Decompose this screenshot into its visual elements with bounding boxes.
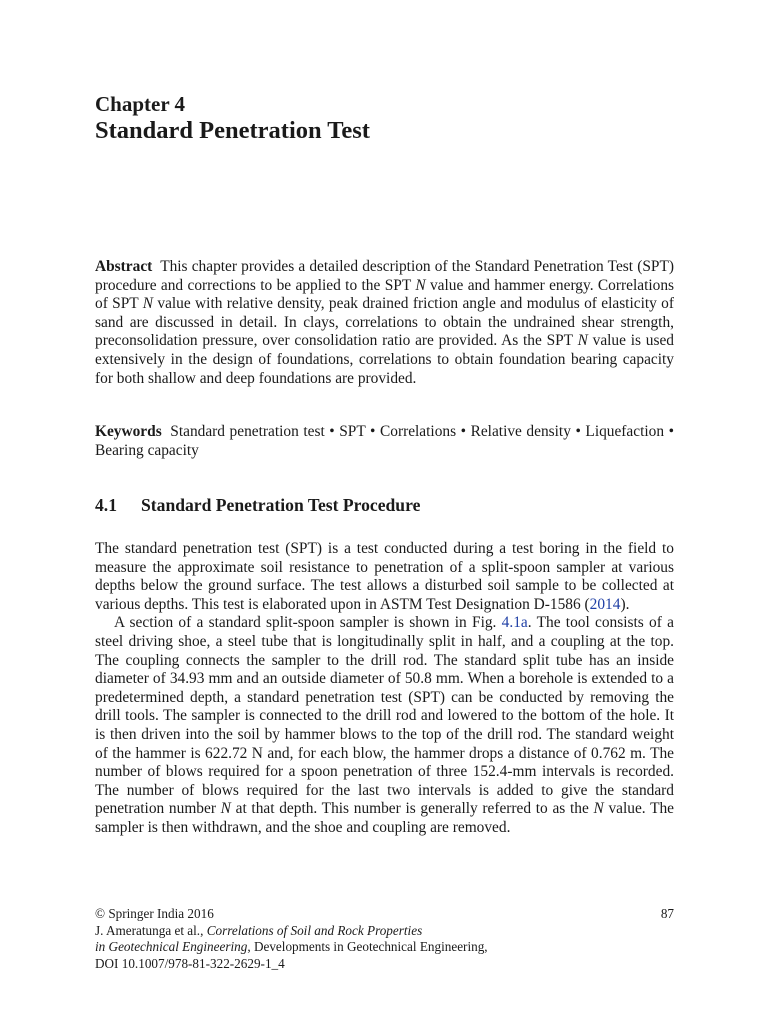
paragraph-2-text-b: . The tool consists of a steel driving shoe, a steel tube that is longitudinally split in half, and a coupling at the top. The coupling connects the sampler to the drill rod. The standard split tube has an inside diameter of 34.93 mm and an outside diameter of 50.8 mm. When a borehole is extended to a predetermined depth, a standard penetration test (SPT) can be conducted by removing the drill tools. The sampler is connected to the drill rod and lowered to the bottom of the hole. It is then driven into the soil by hammer blows to the top of the drill rod. The standard weight of the hammer is 622.72 N and, for each blow, the hammer drops a distance of 0.762 m. The number of blows required for a spoon penetration of three 152.4-mm intervals is recorded. The number of blows required for the last two intervals is added to give the standard penetration number (95, 614, 674, 818)
authors: J. Ameratunga et al., (95, 922, 207, 938)
keywords-label: Keywords (95, 423, 162, 440)
abstract-text-1: This chapter provides a detailed description of the Standard Penetration Test (SPT) procedure and corrections to be applied to the SPT (95, 258, 674, 294)
book-title-2: in Geotechnical Engineering (95, 939, 248, 954)
paragraph-2-text-a: A section of a standard split-spoon sampler is shown in Fig. (114, 614, 502, 632)
paragraph-2 (95, 614, 674, 837)
paragraph-2-text-c: at that depth. This number is generally referred to as the (230, 800, 594, 818)
abstract-text-4: value is used extensively in the design of foundations, correlations to obtain foundation bearing capacity for both shallow and deep foundations are provided. (95, 332, 674, 387)
abstract-text-3: value with relative density, peak drained friction angle and modulus of elasticity of sand are discussed in detail. In clays, correlations to obtain the undrained shear strength, preconsolidation pressure, over consolidation ratio are provided. As the SPT (95, 295, 674, 350)
page-number: 87 (660, 906, 674, 921)
figure-link[interactable]: 4.1a (501, 614, 528, 632)
chapter-label: Chapter 4 (95, 92, 186, 116)
keywords (95, 423, 674, 460)
paragraph-2-n-1: N (220, 800, 231, 818)
keywords-text: Standard penetration test • SPT • Correlations • Relative density • Liquefaction • Bearing capacity (95, 423, 674, 459)
paragraph-1-end: ). (620, 595, 630, 613)
abstract-n-3: N (577, 332, 588, 350)
chapter-title: Standard Penetration Test (95, 117, 370, 144)
abstract-n-1: N (415, 276, 426, 294)
footer (95, 906, 674, 972)
abstract-n-2: N (142, 295, 154, 313)
paragraph-1 (95, 540, 674, 614)
body-text (95, 540, 674, 838)
book-title-1: Correlations of Soil and Rock Properties (206, 922, 423, 938)
abstract-text-2: value and hammer energy. Correlations of SPT (95, 276, 674, 313)
paragraph-2-text-d: value. The sampler is then withdrawn, and the shoe and coupling are removed. (95, 800, 674, 836)
doi: DOI 10.1007/978-81-322-2629-1_4 (95, 955, 285, 971)
series: , Developments in Geotechnical Engineering, (247, 939, 488, 954)
section-title: Standard Penetration Test Procedure (141, 495, 421, 515)
reference-link[interactable]: 2014 (589, 595, 621, 613)
paragraph-1-text: The standard penetration test (SPT) is a test conducted during a test boring in the field to measure the approximate soil resistance to penetration of a split-spoon sampler at various depths below the ground surface. The test allows a disturbed soil sample to be collected at various depths. This test is elaborated upon in ASTM Test Designation D-1586 ( (95, 540, 674, 613)
citation-line-1 (95, 923, 674, 940)
citation-line-2 (95, 939, 674, 956)
paragraph-2-n-2: N (593, 800, 604, 818)
copyright: © Springer India 2016 (95, 906, 214, 921)
footer-row-1 (95, 906, 674, 923)
section-heading (95, 494, 420, 516)
section-number: 4.1 (95, 495, 117, 515)
abstract (95, 258, 674, 388)
abstract-label: Abstract (95, 258, 153, 275)
